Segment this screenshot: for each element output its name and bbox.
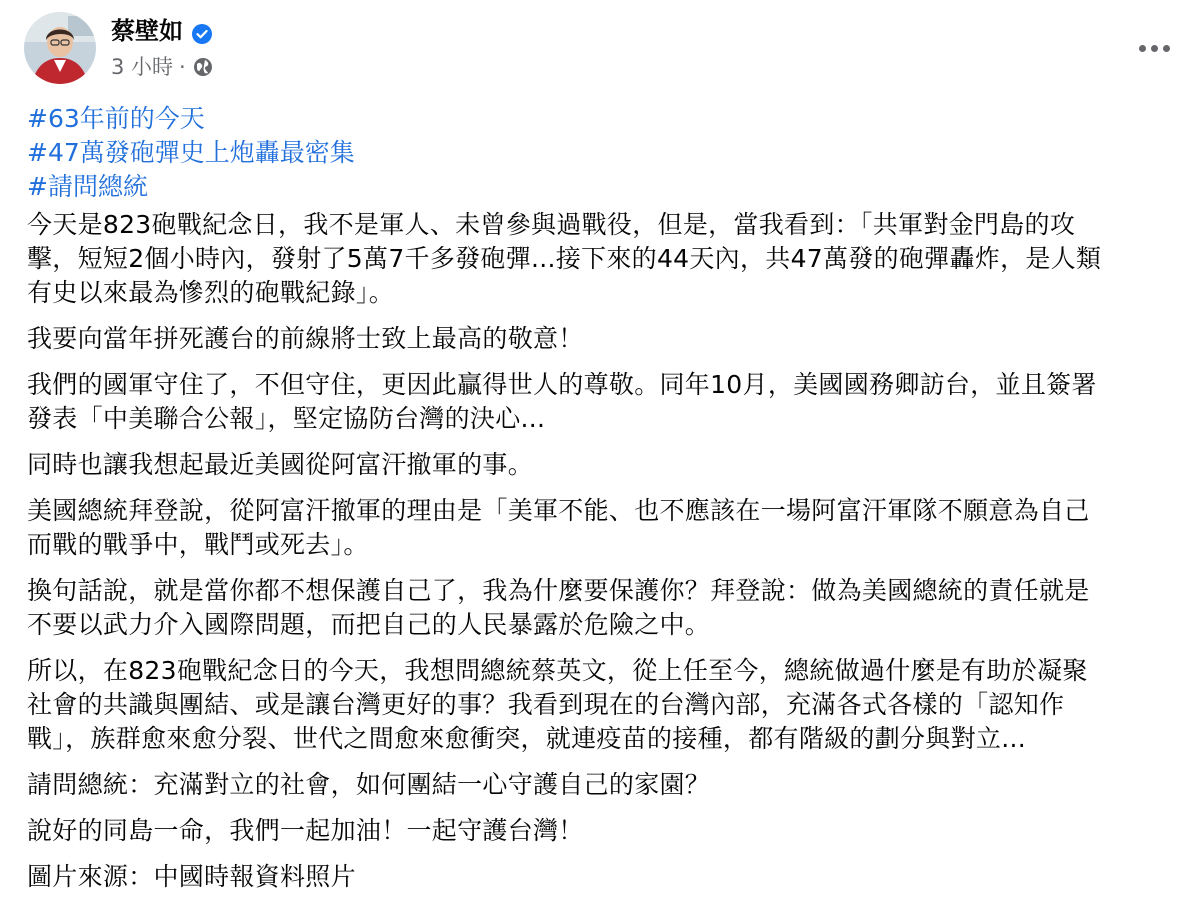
text-line: 說好的同島一命，我們一起加油！一起守護台灣！: [27, 816, 584, 845]
text-line: 我們的國軍守住了，不但守住，更因此贏得世人的尊敬。同年10月，美國國務卿訪台，並且簽署: [27, 370, 1097, 399]
text-line: 同時也讓我想起最近美國從阿富汗撤軍的事。: [27, 450, 534, 479]
hashtag-link[interactable]: #請問總統: [27, 172, 148, 201]
post-paragraph: [27, 448, 1177, 482]
globe-icon[interactable]: [192, 56, 214, 78]
verified-badge-icon: [191, 20, 213, 42]
text-line: 所以，在823砲戰紀念日的今天，我想問總統蔡英文，從上任至今，總統做過什麼是有助於凝聚: [27, 656, 1088, 685]
text-line: 我要向當年拼死護台的前線將士致上最高的敬意！: [27, 324, 584, 353]
post-paragraph: [27, 574, 1177, 642]
author-name[interactable]: 蔡壁如: [111, 17, 183, 45]
post-paragraph: [27, 768, 1177, 802]
more-dot: [1139, 45, 1146, 52]
post-paragraph: [27, 208, 1177, 310]
post-paragraph: [27, 654, 1177, 756]
post-paragraph: [27, 494, 1177, 562]
text-line: 不要以武力介入國際問題，而把自己的人民暴露於危險之中。: [27, 610, 711, 639]
post-paragraph: [27, 322, 1177, 356]
hashtag-list: [27, 102, 355, 204]
text-line: 圖片來源：中國時報資料照片: [27, 862, 356, 891]
text-line: 有史以來最為慘烈的砲戰紀錄」。: [27, 278, 395, 307]
more-dot: [1163, 45, 1170, 52]
post-meta: [111, 52, 214, 82]
post-timestamp[interactable]: 3 小時: [111, 55, 174, 79]
post-paragraph: [27, 860, 1177, 894]
more-dot: [1151, 45, 1158, 52]
text-line: 擊，短短2個小時內，發射了5萬7千多發砲彈...接下來的44天內，共47萬發的砲彈轟炸，是人類: [27, 244, 1102, 273]
text-line: 請問總統：充滿對立的社會，如何團結一心守護自己的家園？: [27, 770, 711, 799]
hashtag-link[interactable]: #63年前的今天: [27, 104, 205, 133]
author-name-row: [111, 14, 213, 48]
text-line: 美國總統拜登說，從阿富汗撤軍的理由是「美軍不能、也不應該在一場阿富汗軍隊不願意為自己: [27, 496, 1090, 525]
meta-separator: ·: [179, 55, 186, 79]
post-paragraph: [27, 814, 1177, 848]
avatar[interactable]: [24, 12, 96, 84]
hashtag-link[interactable]: #47萬發砲彈史上炮轟最密集: [27, 138, 355, 167]
text-line: 今天是823砲戰紀念日，我不是軍人、未曾參與過戰役，但是，當我看到：「共軍對金門島的攻: [27, 210, 1076, 239]
text-line: 發表「中美聯合公報」，堅定協防台灣的決心...: [27, 404, 546, 433]
text-line: 換句話說，就是當你都不想保護自己了，我為什麼要保護你？拜登說：做為美國總統的責任就是: [27, 576, 1090, 605]
text-line: 社會的共識與團結、或是讓台灣更好的事？我看到現在的台灣內部，充滿各式各樣的「認知作: [27, 690, 1065, 719]
text-line: 而戰的戰爭中，戰鬥或死去」。: [27, 530, 369, 559]
post-body: [27, 208, 1177, 906]
post-paragraph: [27, 368, 1177, 436]
more-options-icon[interactable]: [1132, 30, 1176, 66]
text-line: 戰」，族群愈來愈分裂、世代之間愈來愈衝突，就連疫苗的接種，都有階級的劃分與對立...: [27, 724, 1026, 753]
